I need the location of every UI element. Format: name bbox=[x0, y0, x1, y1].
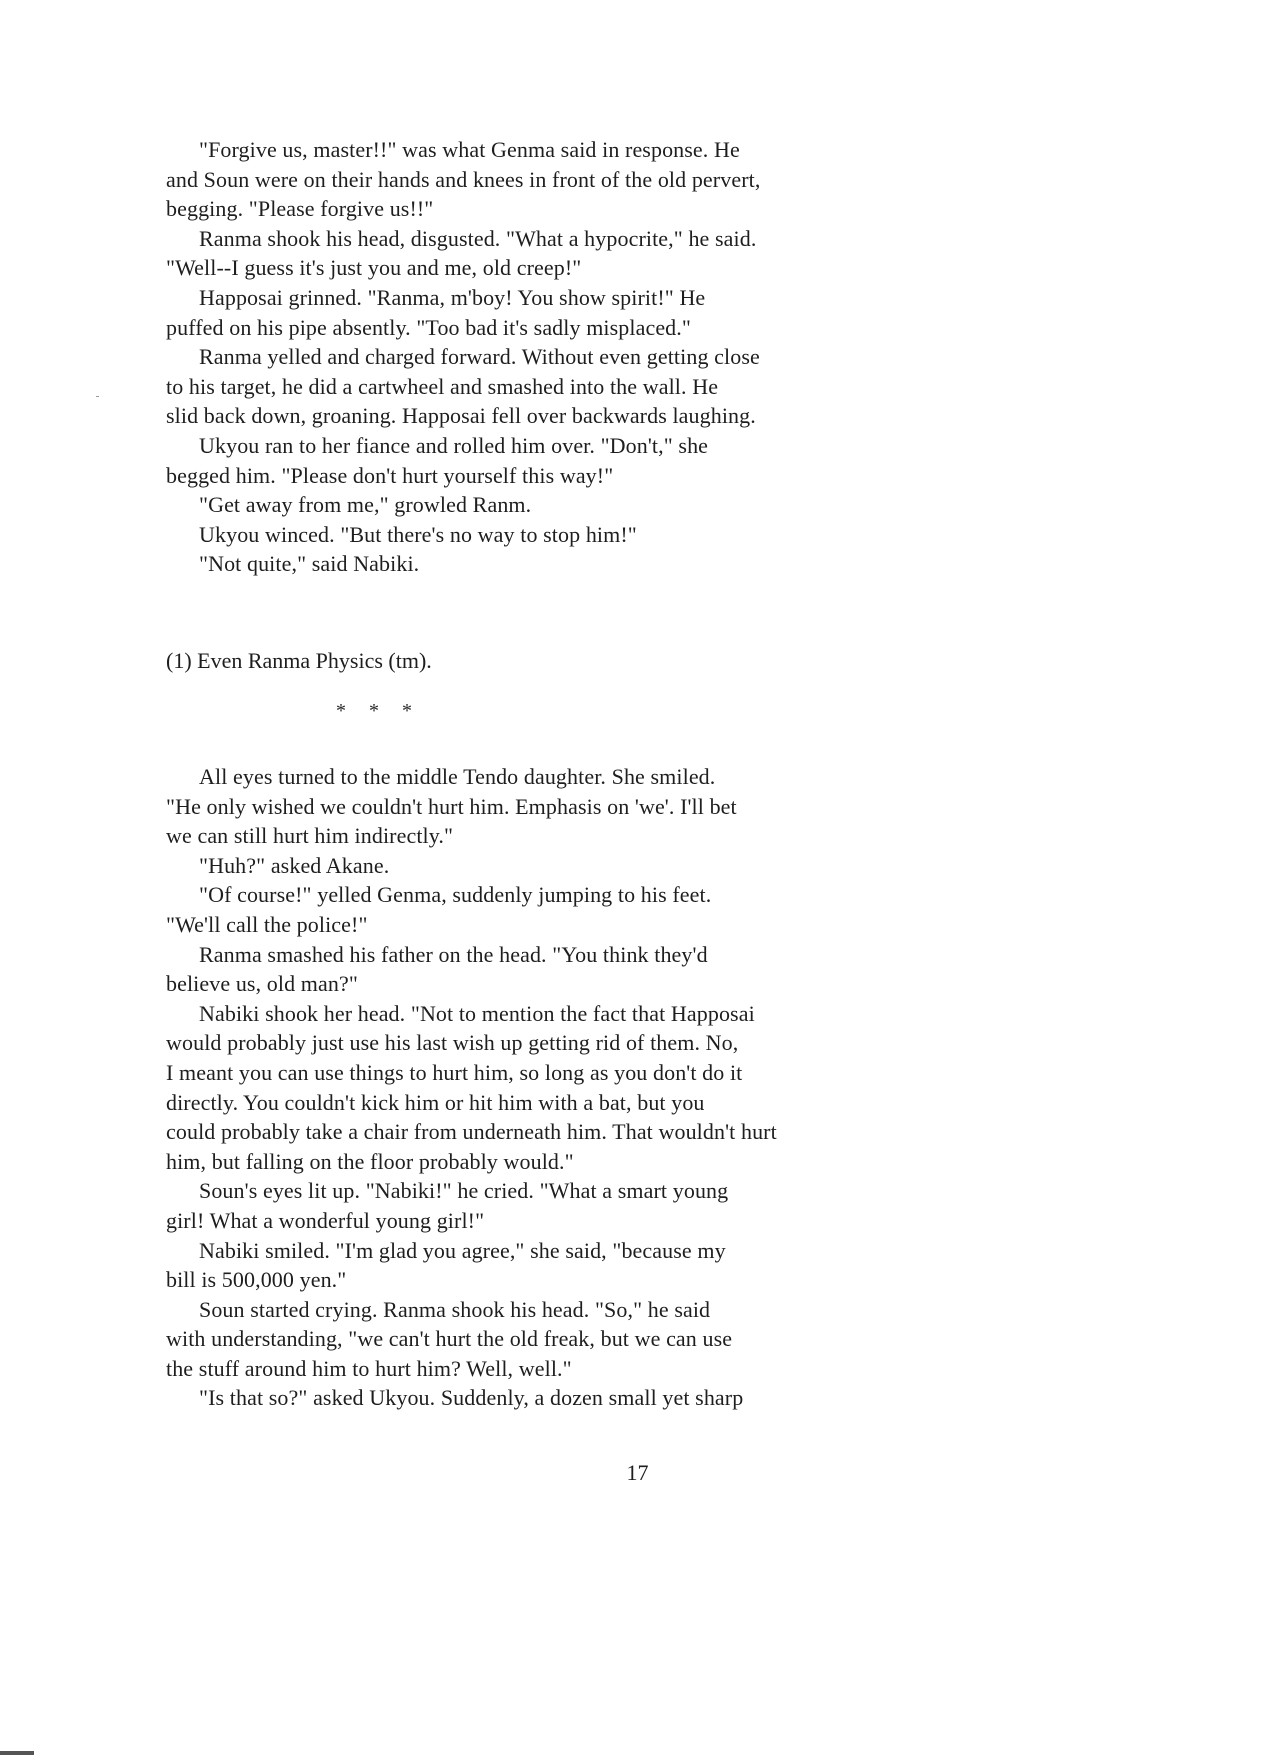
paragraph: "Get away from me," growled Ranm. bbox=[199, 492, 532, 518]
paragraph: Ranma smashed his father on the head. "You think they'd believe us, old man?" bbox=[166, 941, 708, 997]
paragraph: Soun's eyes lit up. "Nabiki!" he cried. "What a smart young girl! What a wonderful young girl!" bbox=[166, 1178, 729, 1233]
paragraph: "Not quite," said Nabiki. bbox=[199, 551, 420, 577]
scan-edge-mark bbox=[0, 1751, 34, 1755]
page-number: 17 bbox=[626, 1460, 649, 1485]
paragraph: Happosai grinned. "Ranma, m'boy! You show spirit!" He puffed on his pipe absently. "Too bad it's sadly misplaced." bbox=[166, 284, 706, 340]
scan-speck bbox=[96, 396, 99, 397]
scene-separator: * * * bbox=[336, 700, 412, 722]
paragraph: "Forgive us, master!!" was what Genma said in response. He and Soun were on their hands and knees in front of the old pervert, begging. "Please forgive us!!" bbox=[166, 137, 761, 222]
paragraph: Ranma shook his head, disgusted. "What a hypocrite," he said. "Well--I guess it's just you and me, old creep!" bbox=[166, 225, 757, 281]
paragraph: All eyes turned to the middle Tendo daughter. She smiled. "He only wished we couldn't hurt him. Emphasis on 'we'. I'll bet we can still hurt him indirectly." bbox=[166, 764, 737, 849]
story-text-bottom bbox=[166, 762, 866, 1413]
paragraph: Ranma yelled and charged forward. Without even getting close to his target, he did a cartwheel and smashed into the wall. He slid back down, groaning. Happosai fell over backwards laughing. bbox=[166, 344, 760, 429]
paragraph: Ukyou ran to her fiance and rolled him over. "Don't," she begged him. "Please don't hurt yourself this way!" bbox=[166, 432, 709, 488]
paragraph: Nabiki shook her head. "Not to mention the fact that Happosai would probably just use his last wish up getting rid of them. No, I meant you can use things to hurt him, so long as you don't do it directly. You couldn't kick him or hit him with a bat, but you could probably take a chair from underneath him. That wouldn't hurt him, but falling on the floor probably would." bbox=[166, 1000, 777, 1174]
story-text-top bbox=[166, 135, 866, 579]
paragraph: Nabiki smiled. "I'm glad you agree," she said, "because my bill is 500,000 yen." bbox=[166, 1237, 726, 1293]
paragraph: "Of course!" yelled Genma, suddenly jumping to his feet. "We'll call the police!" bbox=[166, 882, 712, 937]
footnote: (1) Even Ranma Physics (tm). bbox=[166, 648, 432, 673]
paragraph: "Is that so?" asked Ukyou. Suddenly, a dozen small yet sharp bbox=[199, 1385, 744, 1411]
paragraph: "Huh?" asked Akane. bbox=[199, 852, 390, 878]
paragraph: Ukyou winced. "But there's no way to stop him!" bbox=[199, 521, 637, 547]
paragraph: Soun started crying. Ranma shook his head. "So," he said with understanding, "we can't hurt the old freak, but we can use the stuff around him to hurt him? Well, well." bbox=[166, 1296, 733, 1381]
